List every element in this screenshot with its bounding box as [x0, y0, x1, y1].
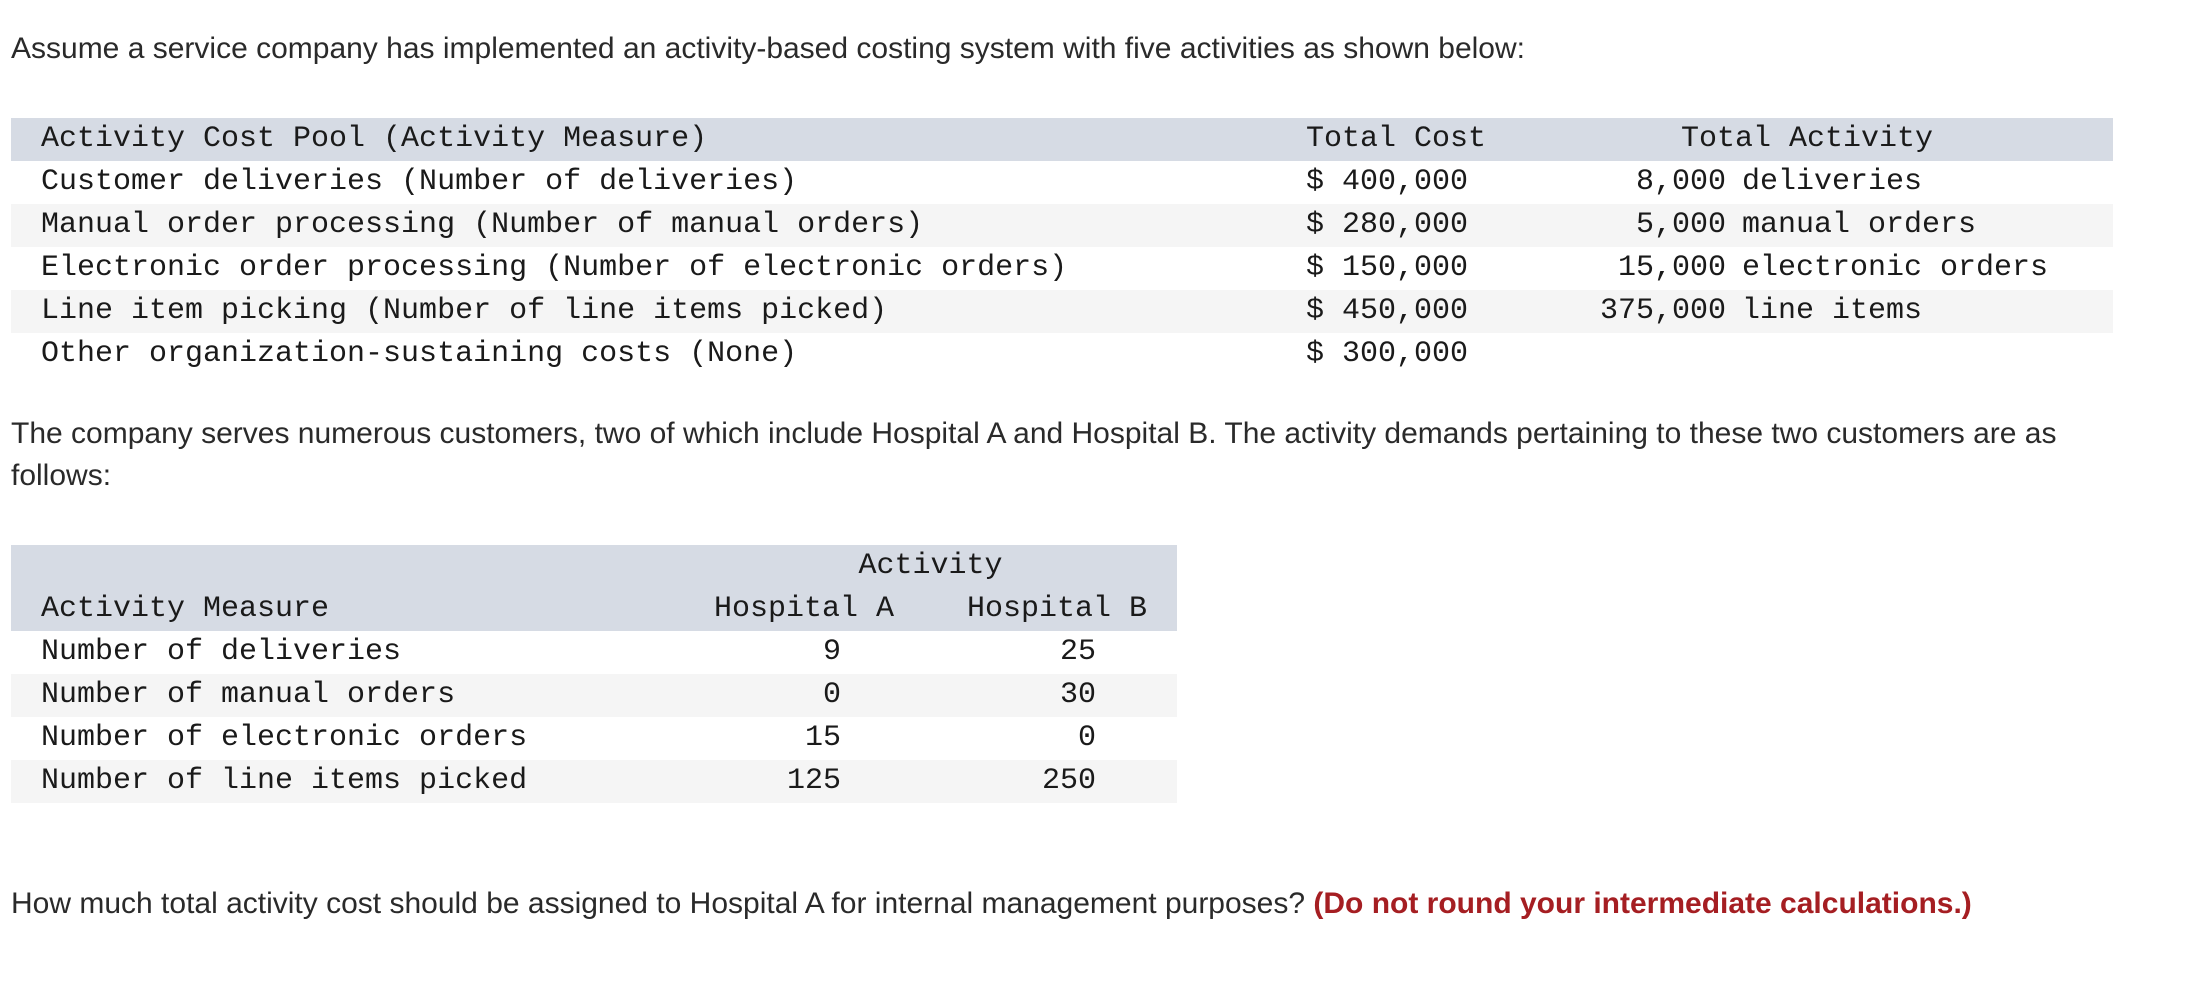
- middle-text: The company serves numerous customers, two of which include Hospital A and Hospital B. The activity demands pertaining to these two customers are as follows:: [11, 417, 2057, 492]
- header-cost-pool: Activity Cost Pool (Activity Measure): [41, 122, 708, 156]
- header-hospital-b: Hospital B: [966, 592, 1148, 626]
- table-header: [11, 545, 1177, 631]
- cost-pool-name: Line item picking (Number of line items picked): [41, 294, 888, 328]
- header-total-cost: Total Cost: [1306, 122, 1487, 156]
- activity-measure-name: Number of electronic orders: [41, 721, 528, 755]
- hospital-a-value: 15: [804, 721, 841, 755]
- cost-pool-name: Other organization-sustaining costs (None): [41, 337, 798, 371]
- total-activity-quantity: 5,000: [1635, 208, 1726, 242]
- total-cost-value: $ 450,000: [1306, 294, 1469, 328]
- cost-pool-name: Electronic order processing (Number of electronic orders): [41, 251, 1068, 285]
- total-activity-unit: deliveries: [1742, 165, 1923, 199]
- hospital-b-value: 250: [1041, 764, 1096, 798]
- total-activity-quantity: 8,000: [1635, 165, 1726, 199]
- table-row: [11, 333, 2113, 376]
- hospital-b-value: 0: [1077, 721, 1096, 755]
- hospital-a-value: 9: [822, 635, 841, 669]
- activity-measure-name: Number of deliveries: [41, 635, 402, 669]
- total-activity-quantity: 15,000: [1617, 251, 1726, 285]
- activity-cost-pool-table: [11, 118, 2113, 376]
- header-activity-measure: Activity Measure: [41, 592, 330, 626]
- hospital-b-value: 25: [1059, 635, 1096, 669]
- table-row: [11, 760, 1177, 803]
- header-activity-group: Activity: [858, 549, 1003, 583]
- total-cost-value: $ 400,000: [1306, 165, 1469, 199]
- table-row: [11, 674, 1177, 717]
- total-activity-quantity: 375,000: [1599, 294, 1726, 328]
- cost-pool-name: Customer deliveries (Number of deliveries): [41, 165, 798, 199]
- question-note: (Do not round your intermediate calculations.): [1313, 887, 1972, 920]
- table-row: [11, 204, 2113, 247]
- cost-pool-name: Manual order processing (Number of manual orders): [41, 208, 924, 242]
- total-activity-unit: line items: [1742, 294, 1923, 328]
- table-row: [11, 717, 1177, 760]
- hospital-activity-table: [11, 545, 1177, 803]
- table-row: [11, 290, 2113, 333]
- header-hospital-a: Hospital A: [713, 592, 895, 626]
- total-cost-value: $ 300,000: [1306, 337, 1469, 371]
- total-cost-value: $ 150,000: [1306, 251, 1469, 285]
- table-header-row: [11, 118, 2113, 161]
- hospital-b-value: 30: [1059, 678, 1096, 712]
- table-row: [11, 247, 2113, 290]
- total-activity-unit: electronic orders: [1742, 251, 2049, 285]
- question-text: [11, 883, 1972, 925]
- header-total-activity: Total Activity: [1681, 122, 1934, 156]
- intro-text: Assume a service company has implemented an activity-based costing system with five activities as shown below:: [11, 32, 1525, 65]
- activity-measure-name: Number of line items picked: [41, 764, 528, 798]
- total-activity-unit: manual orders: [1742, 208, 1977, 242]
- hospital-a-value: 0: [822, 678, 841, 712]
- activity-measure-name: Number of manual orders: [41, 678, 456, 712]
- total-cost-value: $ 280,000: [1306, 208, 1469, 242]
- hospital-a-value: 125: [786, 764, 841, 798]
- question-body: How much total activity cost should be assigned to Hospital A for internal management purposes?: [11, 887, 1306, 920]
- table-row: [11, 631, 1177, 674]
- table-row: [11, 161, 2113, 204]
